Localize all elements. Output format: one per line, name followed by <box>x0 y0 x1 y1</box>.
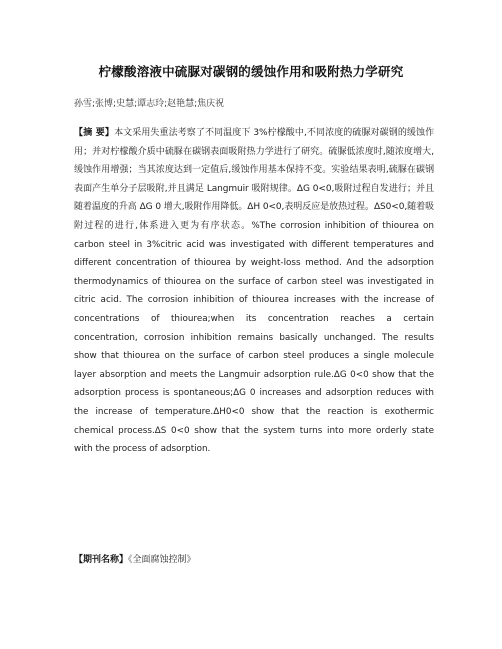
abstract-label: 【摘 要】 <box>74 128 115 138</box>
journal-label: 【期刊名称】 <box>74 555 129 565</box>
abstract-chinese-text: 本文采用失重法考察了不同温度下 3%柠檬酸中,不同浓度的硫脲对碳钢的缓蚀作用；并对柠檬酸介质中硫脲在碳钢表面吸附热力学进行了研究。硫脲低浓度时,随浓度增大,缓蚀作用增强；当其浓度达到一定值后,缓蚀作用基本保持不变。实验结果表明,硫脲在碳钢表面产生单分子层吸附,并且满足 Langmuir 吸附规律。ΔG 0<0,吸附过程自发进行；并且随着温度的升高 ΔG 0 增大,吸附作用降低。ΔH 0<0,表明反应是放热过程。ΔS0<0,随着吸附过程的进行,体系进入更为有序状态。 <box>74 128 434 231</box>
abstract-english-text: %The corrosion inhibition of thiourea on carbon steel in 3%citric acid was investigated with different temperatures and different concentration of thiourea by weight-loss method. And the adsorption thermodynamics of thiourea on the surface of carbon steel was investigated in citric acid. The corrosion inhibition of thiourea increases with the increase of concentrations of thiourea;when its concentration reaches a certain concentration, corrosion inhibition remains basically unchanged. The results show that thiourea on the surface of carbon steel produces a single molecule layer absorption and meets the Langmuir adsorption rule.ΔG 0<0 show that the adsorption process is spontaneous;ΔG 0 increases and adsorption reduces with the increase of temperature.ΔH0<0 show that the reaction is exothermic chemical process.ΔS 0<0 show that the system turns into more orderly state with the process of adsorption. <box>74 220 435 455</box>
journal-info <box>74 552 196 565</box>
author-list: 孙雪;张博;史慧;谭志玲;赵艳慧;焦庆祝 <box>74 99 225 109</box>
journal-name: 《全面腐蚀控制》 <box>128 555 196 565</box>
abstract-section <box>74 124 434 459</box>
document-title: 柠檬酸溶液中硫脲对碳钢的缓蚀作用和吸附热力学研究 <box>98 64 404 79</box>
